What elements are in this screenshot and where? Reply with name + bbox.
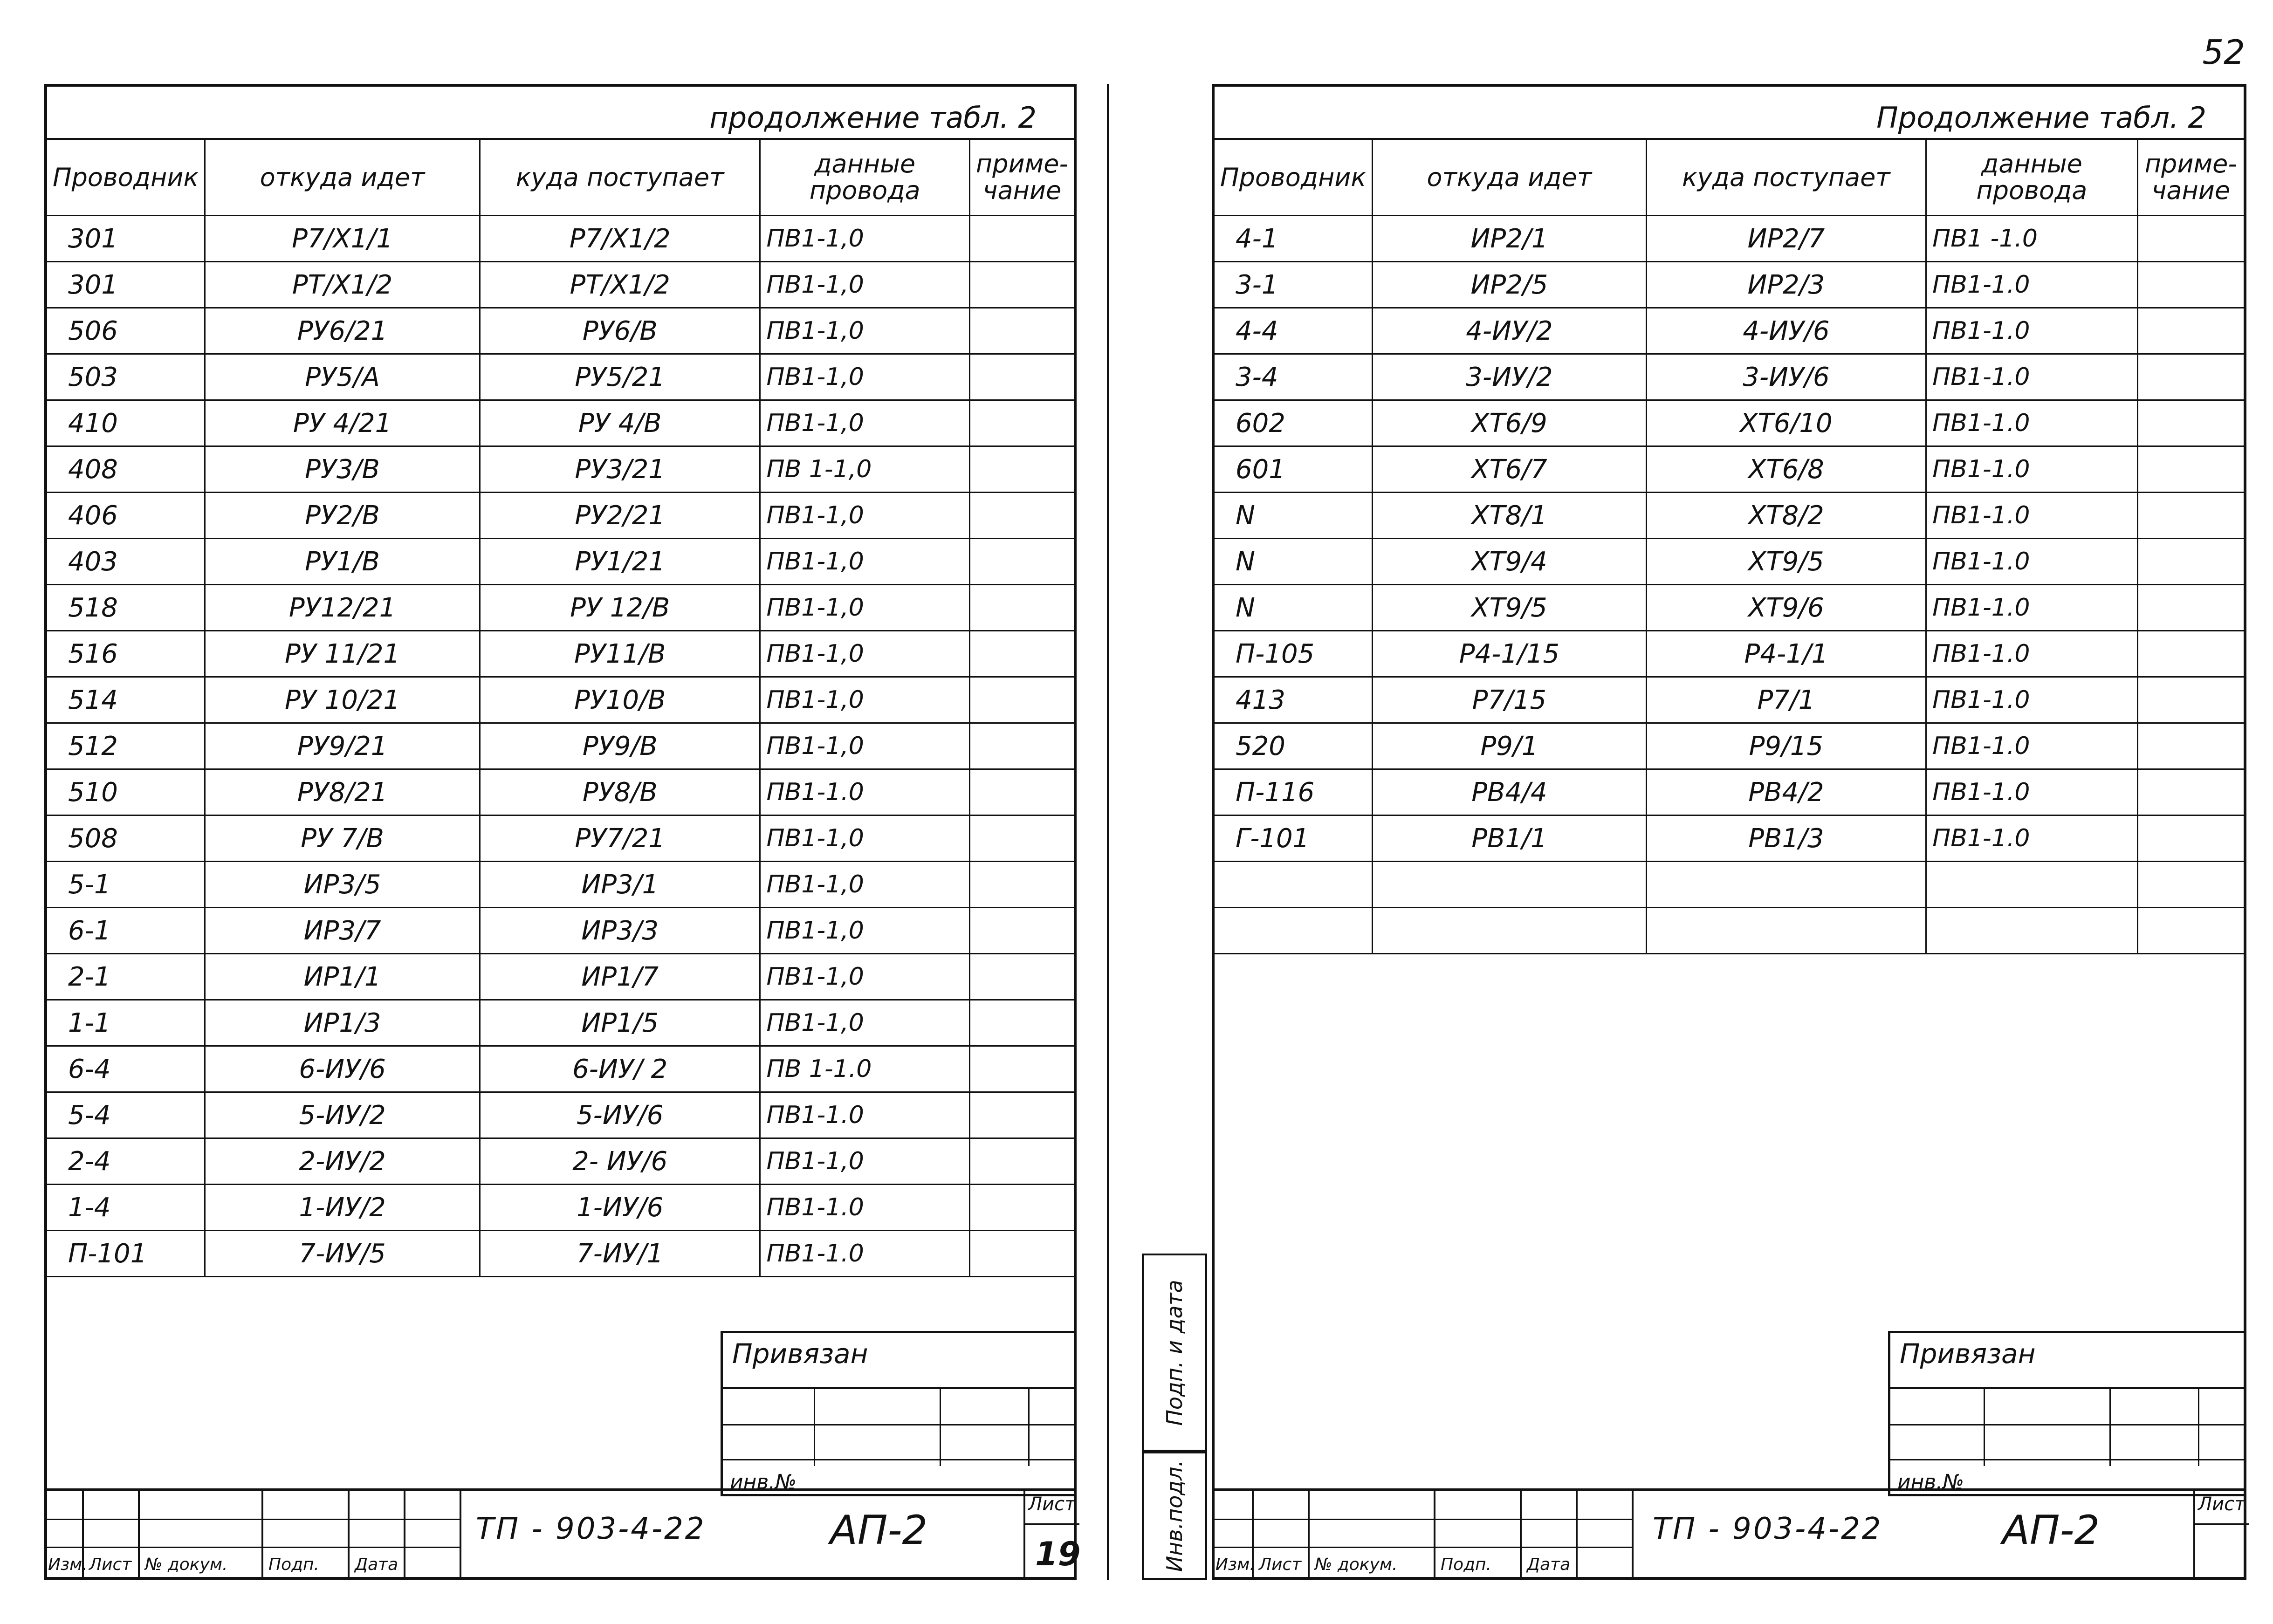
- cell-to: PУ9/B: [480, 723, 760, 769]
- cell-conductor: 1-4: [47, 1185, 205, 1231]
- cell-note: [969, 262, 1074, 308]
- table-row: [47, 308, 1074, 354]
- left-bound-box: [721, 1331, 1077, 1496]
- table-row: [1215, 446, 2244, 493]
- table-row: [1215, 908, 2244, 954]
- cell-to: XT9/5: [1646, 539, 1926, 585]
- cell-to: 6-ИУ/ 2: [480, 1046, 760, 1092]
- cell-conductor: 406: [47, 493, 205, 539]
- cell-wire-data: ПВ1-1.0: [1926, 631, 2138, 677]
- table-row: [1215, 216, 2244, 262]
- cell-note: [969, 1000, 1074, 1046]
- table-row: [47, 862, 1074, 908]
- cell-conductor: 4-1: [1215, 216, 1373, 262]
- cell-wire-data: [1926, 908, 2138, 954]
- header-wire-data: данные провода: [760, 139, 969, 216]
- cell-conductor: 6-4: [47, 1046, 205, 1092]
- cell-note: [2137, 216, 2244, 262]
- cell-conductor: 503: [47, 354, 205, 400]
- left-table-header: [47, 139, 1074, 216]
- table-row: [47, 1231, 1074, 1277]
- inv-orig-box: [1142, 1452, 1207, 1580]
- cell-conductor: 3-4: [1215, 354, 1373, 400]
- cell-wire-data: ПВ1-1,0: [760, 262, 969, 308]
- cell-conductor: 518: [47, 585, 205, 631]
- cell-note: [2137, 631, 2244, 677]
- cell-wire-data: ПВ1-1.0: [1926, 446, 2138, 493]
- left-stamp-label-change: Изм.: [48, 1555, 88, 1574]
- header-to: куда поступает: [480, 139, 760, 216]
- cell-note: [2137, 446, 2244, 493]
- right-stamp-label-sign: Подп.: [1441, 1555, 1491, 1574]
- table-row: [1215, 631, 2244, 677]
- cell-from: 3-ИУ/2: [1373, 354, 1647, 400]
- cell-conductor: 3-1: [1215, 262, 1373, 308]
- cell-wire-data: ПВ1-1,0: [760, 308, 969, 354]
- table-row: [47, 446, 1074, 493]
- cell-note: [969, 815, 1074, 862]
- cell-wire-data: ПВ1-1.0: [1926, 493, 2138, 539]
- table-row: [47, 1092, 1074, 1138]
- cell-to: PУ7/21: [480, 815, 760, 862]
- cell-to: ИP1/7: [480, 954, 760, 1000]
- cell-note: [969, 354, 1074, 400]
- cell-conductor: [1215, 862, 1373, 908]
- table-row: [1215, 539, 2244, 585]
- cell-wire-data: ПВ1-1.0: [1926, 723, 2138, 769]
- cell-to: PУ2/21: [480, 493, 760, 539]
- left-stamp-label-sheet: Лист: [89, 1555, 132, 1574]
- cell-note: [969, 1185, 1074, 1231]
- cell-note: [969, 400, 1074, 446]
- cell-from: 4-ИУ/2: [1373, 308, 1647, 354]
- header-from: откуда идет: [205, 139, 480, 216]
- table-row: [1215, 769, 2244, 815]
- cell-from: 1-ИУ/2: [205, 1185, 480, 1231]
- table-row: [47, 262, 1074, 308]
- sign-date-box: [1142, 1254, 1207, 1452]
- left-sheet: [44, 84, 1081, 1580]
- cell-from: PУ 10/21: [205, 677, 480, 723]
- cell-conductor: 403: [47, 539, 205, 585]
- cell-from: 7-ИУ/5: [205, 1231, 480, 1277]
- table-row: [1215, 677, 2244, 723]
- cell-wire-data: ПВ1-1,0: [760, 815, 969, 862]
- left-list-label: Лист: [1028, 1494, 1076, 1515]
- cell-to: PУ6/B: [480, 308, 760, 354]
- cell-conductor: 408: [47, 446, 205, 493]
- cell-wire-data: [1926, 862, 2138, 908]
- cell-to: XT6/8: [1646, 446, 1926, 493]
- cell-conductor: 512: [47, 723, 205, 769]
- cell-wire-data: ПВ1-1,0: [760, 354, 969, 400]
- left-stamp-label-sign: Подп.: [268, 1555, 319, 1574]
- cell-note: [969, 862, 1074, 908]
- cell-wire-data: ПВ1-1,0: [760, 908, 969, 954]
- cell-from: ИP2/1: [1373, 216, 1647, 262]
- right-document-code: ТП - 903-4-22: [1653, 1512, 1883, 1546]
- left-document-code: ТП - 903-4-22: [476, 1512, 706, 1546]
- header-conductor: Проводник: [1215, 139, 1373, 216]
- left-list-number: 19: [1035, 1535, 1081, 1573]
- cell-to: P7/X1/2: [480, 216, 760, 262]
- cell-conductor: П-101: [47, 1231, 205, 1277]
- right-table-header: [1215, 139, 2244, 216]
- cell-to: 4-ИУ/6: [1646, 308, 1926, 354]
- table-row: [47, 631, 1074, 677]
- cell-wire-data: ПВ1-1,0: [760, 862, 969, 908]
- left-bound-grid: [723, 1387, 1077, 1494]
- cell-to: ИP2/3: [1646, 262, 1926, 308]
- cell-to: ИP3/3: [480, 908, 760, 954]
- cell-from: PУ 4/21: [205, 400, 480, 446]
- cell-wire-data: ПВ1 -1.0: [1926, 216, 2138, 262]
- right-stamp-label-sheet: Лист: [1259, 1555, 1302, 1574]
- cell-to: 1-ИУ/6: [480, 1185, 760, 1231]
- cell-wire-data: ПВ 1-1,0: [760, 446, 969, 493]
- cell-to: PB1/3: [1646, 815, 1926, 862]
- cell-conductor: 6-1: [47, 908, 205, 954]
- cell-conductor: 514: [47, 677, 205, 723]
- cell-from: P7/15: [1373, 677, 1647, 723]
- cell-note: [2137, 677, 2244, 723]
- cell-note: [969, 493, 1074, 539]
- cell-conductor: 4-4: [1215, 308, 1373, 354]
- table-row: [47, 493, 1074, 539]
- cell-note: [2137, 354, 2244, 400]
- cell-from: PB4/4: [1373, 769, 1647, 815]
- cell-conductor: N: [1215, 493, 1373, 539]
- cell-conductor: Г-101: [1215, 815, 1373, 862]
- cell-to: [1646, 862, 1926, 908]
- cell-to: PУ1/21: [480, 539, 760, 585]
- table-row: [47, 1185, 1074, 1231]
- cell-from: PУ 11/21: [205, 631, 480, 677]
- cell-note: [2137, 723, 2244, 769]
- cell-wire-data: ПВ1-1.0: [1926, 262, 2138, 308]
- cell-note: [969, 677, 1074, 723]
- cell-conductor: 410: [47, 400, 205, 446]
- cell-from: ИP2/5: [1373, 262, 1647, 308]
- cell-wire-data: ПВ1-1.0: [760, 1231, 969, 1277]
- cell-note: [2137, 493, 2244, 539]
- cell-from: PУ5/A: [205, 354, 480, 400]
- left-stamp-label-doc: № докум.: [145, 1555, 228, 1574]
- cell-note: [969, 1138, 1074, 1185]
- table-row: [47, 1138, 1074, 1185]
- table-row: [47, 1000, 1074, 1046]
- cell-from: PУ8/21: [205, 769, 480, 815]
- right-bound-grid: [1890, 1387, 2246, 1494]
- cell-note: [2137, 539, 2244, 585]
- cell-wire-data: ПВ1-1.0: [1926, 354, 2138, 400]
- binding-strip: [1107, 84, 1212, 1580]
- cell-note: [969, 446, 1074, 493]
- cell-note: [969, 631, 1074, 677]
- cell-wire-data: ПВ1-1,0: [760, 1000, 969, 1046]
- right-stamp-label-change: Изм.: [1215, 1555, 1255, 1574]
- cell-conductor: 506: [47, 308, 205, 354]
- cell-conductor: 602: [1215, 400, 1373, 446]
- cell-note: [969, 539, 1074, 585]
- left-wire-table: [47, 138, 1074, 1277]
- cell-from: PУ6/21: [205, 308, 480, 354]
- cell-to: PУ10/B: [480, 677, 760, 723]
- cell-conductor: 5-4: [47, 1092, 205, 1138]
- cell-conductor: 516: [47, 631, 205, 677]
- cell-note: [969, 954, 1074, 1000]
- cell-from: P7/X1/1: [205, 216, 480, 262]
- cell-conductor: 508: [47, 815, 205, 862]
- cell-from: PУ 7/B: [205, 815, 480, 862]
- cell-conductor: 5-1: [47, 862, 205, 908]
- cell-from: 5-ИУ/2: [205, 1092, 480, 1138]
- cell-note: [2137, 862, 2244, 908]
- cell-conductor: [1215, 908, 1373, 954]
- cell-to: PУ3/21: [480, 446, 760, 493]
- left-inv-number-label: инв.№: [730, 1470, 797, 1494]
- cell-from: PУ1/B: [205, 539, 480, 585]
- header-conductor: Проводник: [47, 139, 205, 216]
- cell-conductor: 510: [47, 769, 205, 815]
- table-row: [47, 400, 1074, 446]
- cell-from: ИP1/1: [205, 954, 480, 1000]
- right-sheet-code: АП-2: [2002, 1507, 2100, 1554]
- cell-from: ИP1/3: [205, 1000, 480, 1046]
- header-note: приме-чание: [969, 139, 1074, 216]
- table-row: [47, 585, 1074, 631]
- cell-to: PT/X1/2: [480, 262, 760, 308]
- cell-note: [969, 769, 1074, 815]
- right-wire-table: [1215, 138, 2244, 954]
- cell-from: P9/1: [1373, 723, 1647, 769]
- cell-to: XT6/10: [1646, 400, 1926, 446]
- cell-from: 6-ИУ/6: [205, 1046, 480, 1092]
- cell-from: PУ2/B: [205, 493, 480, 539]
- inv-orig-label: Инв.подл.: [1162, 1460, 1187, 1572]
- left-sheet-code: АП-2: [830, 1507, 928, 1554]
- cell-conductor: 413: [1215, 677, 1373, 723]
- right-list-label: Лист: [2198, 1494, 2246, 1515]
- right-bound-box: [1888, 1331, 2246, 1496]
- cell-wire-data: ПВ1-1.0: [1926, 815, 2138, 862]
- cell-from: ИP3/7: [205, 908, 480, 954]
- cell-from: 2-ИУ/2: [205, 1138, 480, 1185]
- left-title-block: [47, 1488, 1081, 1577]
- cell-note: [2137, 308, 2244, 354]
- right-stamp-label-doc: № докум.: [1315, 1555, 1398, 1574]
- cell-to: XT8/2: [1646, 493, 1926, 539]
- cell-to: 5-ИУ/6: [480, 1092, 760, 1138]
- header-wire-data: данные провода: [1926, 139, 2138, 216]
- cell-note: [2137, 769, 2244, 815]
- cell-from: PУ3/B: [205, 446, 480, 493]
- cell-to: PB4/2: [1646, 769, 1926, 815]
- cell-conductor: 2-4: [47, 1138, 205, 1185]
- cell-to: 2- ИУ/6: [480, 1138, 760, 1185]
- sign-date-label: Подп. и дата: [1162, 1279, 1187, 1426]
- cell-wire-data: ПВ1-1.0: [1926, 400, 2138, 446]
- cell-wire-data: ПВ1-1.0: [760, 1092, 969, 1138]
- cell-conductor: 1-1: [47, 1000, 205, 1046]
- cell-from: P4-1/15: [1373, 631, 1647, 677]
- cell-wire-data: ПВ1-1.0: [1926, 308, 2138, 354]
- cell-from: [1373, 862, 1647, 908]
- cell-to: 7-ИУ/1: [480, 1231, 760, 1277]
- right-sheet: [1212, 84, 2246, 1580]
- cell-from: XT9/4: [1373, 539, 1647, 585]
- cell-note: [2137, 585, 2244, 631]
- table-row: [47, 216, 1074, 262]
- cell-note: [969, 1231, 1074, 1277]
- table-row: [1215, 400, 2244, 446]
- cell-conductor: N: [1215, 585, 1373, 631]
- cell-to: ИP2/7: [1646, 216, 1926, 262]
- cell-from: XT6/9: [1373, 400, 1647, 446]
- cell-note: [2137, 262, 2244, 308]
- cell-conductor: N: [1215, 539, 1373, 585]
- cell-to: 3-ИУ/6: [1646, 354, 1926, 400]
- cell-conductor: 301: [47, 216, 205, 262]
- table-row: [47, 908, 1074, 954]
- table-row: [47, 954, 1074, 1000]
- header-from: откуда идет: [1373, 139, 1647, 216]
- left-stamp-label-date: Дата: [355, 1555, 398, 1574]
- table-row: [1215, 308, 2244, 354]
- cell-to: PУ5/21: [480, 354, 760, 400]
- table-row: [47, 769, 1074, 815]
- right-stamp-label-date: Дата: [1527, 1555, 1571, 1574]
- cell-note: [969, 216, 1074, 262]
- cell-wire-data: ПВ1-1,0: [760, 723, 969, 769]
- table-row: [1215, 262, 2244, 308]
- cell-note: [969, 1046, 1074, 1092]
- cell-to: PУ8/B: [480, 769, 760, 815]
- cell-to: PУ11/B: [480, 631, 760, 677]
- cell-conductor: 520: [1215, 723, 1373, 769]
- table-row: [47, 1046, 1074, 1092]
- cell-to: ИP3/1: [480, 862, 760, 908]
- cell-conductor: 601: [1215, 446, 1373, 493]
- cell-from: PУ9/21: [205, 723, 480, 769]
- table-row: [1215, 723, 2244, 769]
- cell-from: [1373, 908, 1647, 954]
- right-title-block: [1215, 1488, 2244, 1577]
- right-bound-title: Привязан: [1900, 1338, 2036, 1370]
- table-row: [47, 354, 1074, 400]
- cell-wire-data: ПВ1-1.0: [1926, 677, 2138, 723]
- cell-to: [1646, 908, 1926, 954]
- cell-conductor: 301: [47, 262, 205, 308]
- cell-wire-data: ПВ1-1,0: [760, 400, 969, 446]
- table-row: [47, 815, 1074, 862]
- right-inv-number-label: инв.№: [1897, 1470, 1964, 1494]
- cell-wire-data: ПВ1-1.0: [760, 769, 969, 815]
- table-row: [47, 539, 1074, 585]
- cell-from: XT6/7: [1373, 446, 1647, 493]
- left-continuation-title: продолжение табл. 2: [709, 101, 1037, 135]
- table-row: [1215, 354, 2244, 400]
- table-row: [47, 677, 1074, 723]
- table-row: [47, 723, 1074, 769]
- cell-from: XT8/1: [1373, 493, 1647, 539]
- table-row: [1215, 585, 2244, 631]
- header-note: приме-чание: [2137, 139, 2244, 216]
- cell-to: P4-1/1: [1646, 631, 1926, 677]
- table-row: [1215, 862, 2244, 908]
- cell-conductor: П-116: [1215, 769, 1373, 815]
- cell-wire-data: ПВ1-1.0: [1926, 769, 2138, 815]
- cell-to: XT9/6: [1646, 585, 1926, 631]
- table-row: [1215, 815, 2244, 862]
- cell-wire-data: ПВ1-1,0: [760, 954, 969, 1000]
- cell-note: [969, 308, 1074, 354]
- cell-to: PУ 12/B: [480, 585, 760, 631]
- cell-note: [2137, 400, 2244, 446]
- cell-wire-data: ПВ1-1.0: [1926, 585, 2138, 631]
- cell-note: [2137, 815, 2244, 862]
- cell-from: PT/X1/2: [205, 262, 480, 308]
- cell-wire-data: ПВ1-1,0: [760, 539, 969, 585]
- cell-conductor: П-105: [1215, 631, 1373, 677]
- table-row: [1215, 493, 2244, 539]
- cell-to: P7/1: [1646, 677, 1926, 723]
- cell-wire-data: ПВ1-1,0: [760, 585, 969, 631]
- header-to: куда поступает: [1646, 139, 1926, 216]
- cell-wire-data: ПВ1-1,0: [760, 493, 969, 539]
- left-bound-title: Привязан: [732, 1338, 868, 1370]
- cell-from: ИP3/5: [205, 862, 480, 908]
- cell-wire-data: ПВ1-1.0: [1926, 539, 2138, 585]
- cell-note: [969, 723, 1074, 769]
- cell-note: [2137, 908, 2244, 954]
- page-number: 52: [2202, 33, 2245, 72]
- cell-to: P9/15: [1646, 723, 1926, 769]
- cell-conductor: 2-1: [47, 954, 205, 1000]
- cell-note: [969, 1092, 1074, 1138]
- cell-wire-data: ПВ1-1,0: [760, 1138, 969, 1185]
- cell-to: ИP1/5: [480, 1000, 760, 1046]
- cell-from: PУ12/21: [205, 585, 480, 631]
- cell-note: [969, 585, 1074, 631]
- cell-from: PB1/1: [1373, 815, 1647, 862]
- cell-wire-data: ПВ1-1,0: [760, 677, 969, 723]
- cell-wire-data: ПВ1-1,0: [760, 631, 969, 677]
- right-continuation-title: Продолжение табл. 2: [1876, 101, 2206, 135]
- cell-from: XT9/5: [1373, 585, 1647, 631]
- cell-wire-data: ПВ1-1,0: [760, 216, 969, 262]
- cell-note: [969, 908, 1074, 954]
- cell-wire-data: ПВ1-1.0: [760, 1185, 969, 1231]
- cell-to: PУ 4/B: [480, 400, 760, 446]
- cell-wire-data: ПВ 1-1.0: [760, 1046, 969, 1092]
